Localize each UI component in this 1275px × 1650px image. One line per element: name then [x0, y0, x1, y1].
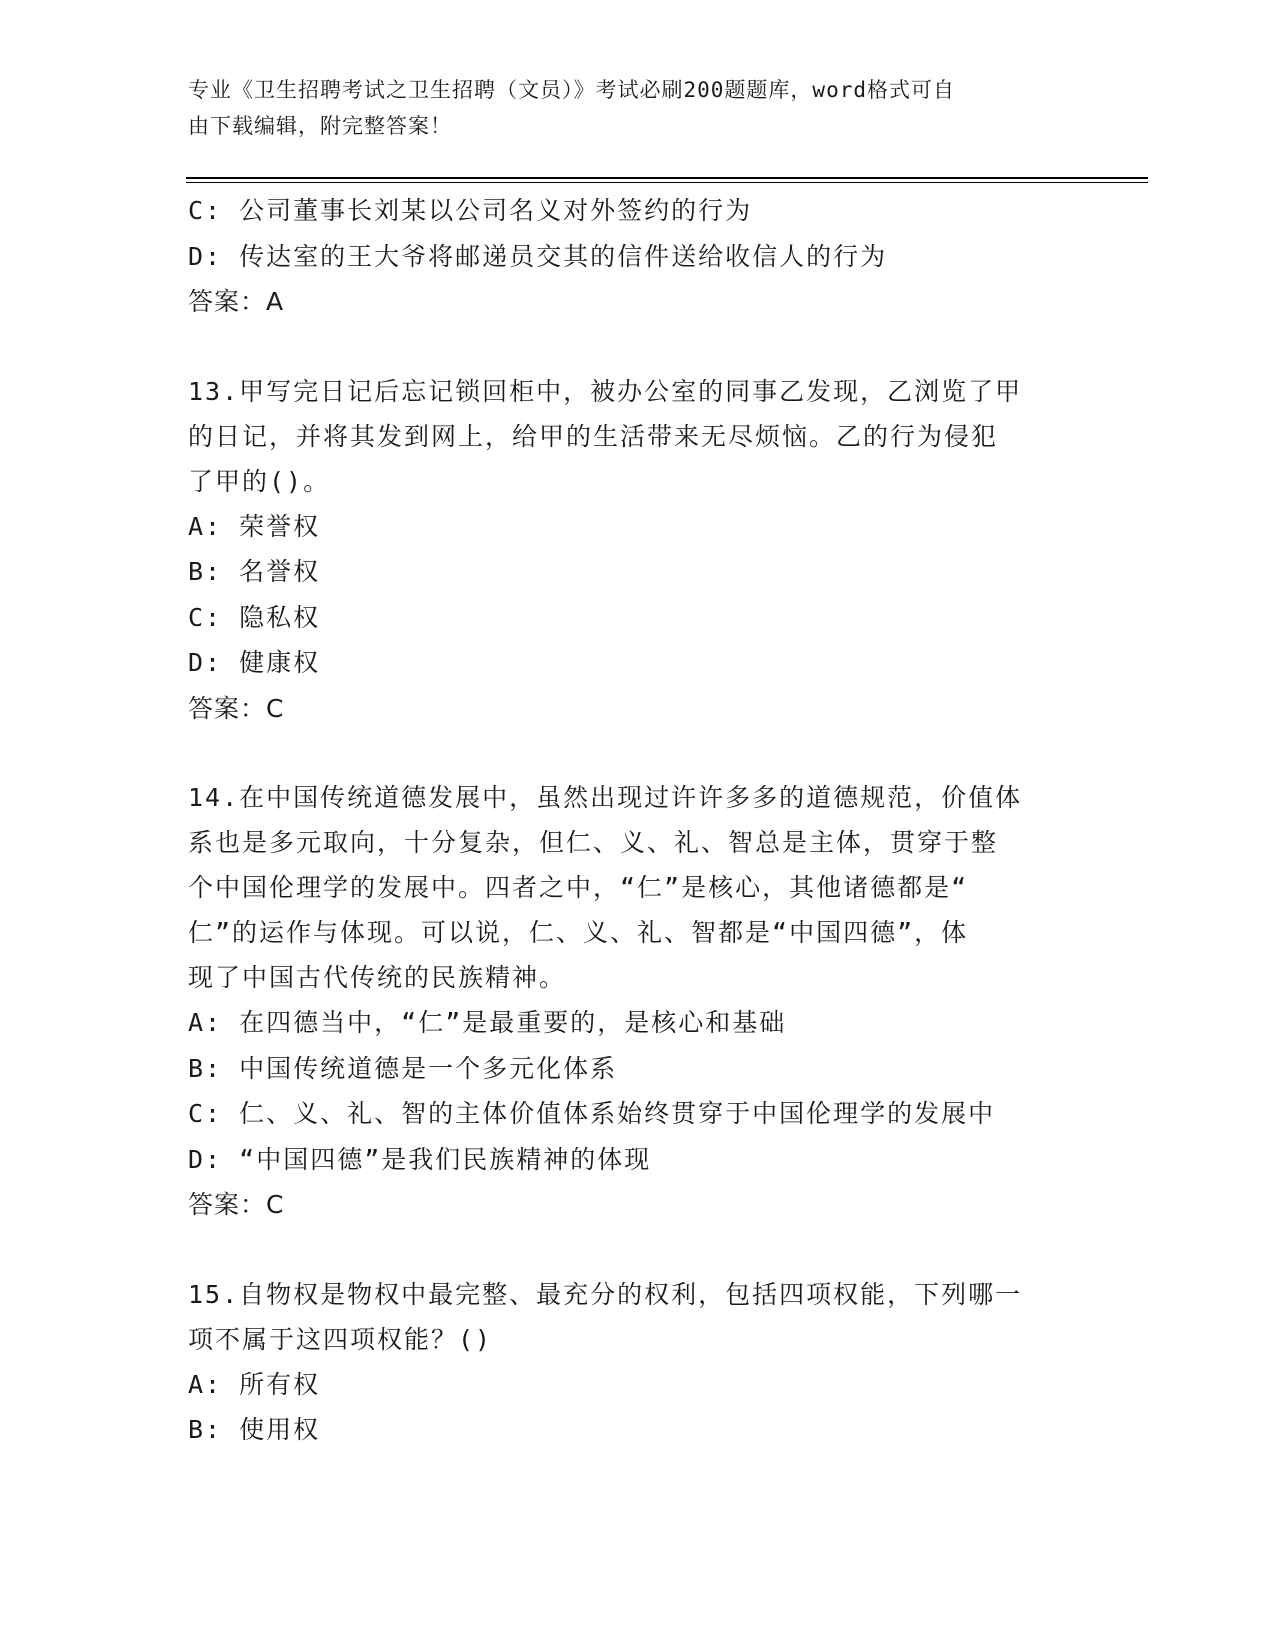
option-a: A: 所有权 [188, 1369, 321, 1399]
option-d: D: 健康权 [188, 648, 321, 677]
question-text [188, 775, 1088, 1000]
option-b: B: 名誉权 [188, 557, 321, 586]
question-line: 15.自物权是物权中最完整、最充分的权利，包括四项权能，下列哪一 [188, 1279, 1023, 1309]
answer: 答案：A [188, 287, 285, 316]
header-line: 专业《卫生招聘考试之卫生招聘（文员）》考试必刷200题题库，word格式可自 [188, 78, 955, 102]
question-line: 项不属于这四项权能？() [188, 1324, 493, 1354]
header-divider-thin [186, 182, 1148, 183]
question-line: 13.甲写完日记后忘记锁回柜中，被办公室的同事乙发现，乙浏览了甲 [188, 376, 1023, 406]
question-line: 的日记，并将其发到网上，给甲的生活带来无尽烦恼。乙的行为侵犯 [188, 421, 999, 451]
option-c: C: 仁、义、礼、智的主体价值体系始终贯穿于中国伦理学的发展中 [188, 1099, 996, 1128]
question-list [188, 188, 1088, 1453]
question-14 [188, 775, 1088, 1228]
question-line: 个中国伦理学的发展中。四者之中，“仁”是核心，其他诸德都是“ [188, 873, 969, 902]
header-line: 由下载编辑，附完整答案！ [188, 114, 452, 138]
question-line: 仁”的运作与体现。可以说，仁、义、礼、智都是“中国四德”，体 [188, 918, 969, 947]
answer: 答案：C [188, 1190, 285, 1219]
option-a: A: 在四德当中，“仁”是最重要的，是核心和基础 [188, 1008, 787, 1037]
question-line: 现了中国古代传统的民族精神。 [188, 963, 567, 992]
option-d: D: 传达室的王大爷将邮递员交其的信件送给收信人的行为 [188, 241, 888, 271]
question-line: 系也是多元取向，十分复杂，但仁、义、礼、智总是主体，贯穿于整 [188, 828, 999, 857]
question-line: 14.在中国传统道德发展中，虽然出现过许许多多的道德规范，价值体 [188, 783, 1023, 812]
question-13 [188, 369, 1088, 732]
question-line: 了甲的()。 [188, 466, 331, 496]
question-text [188, 369, 1088, 504]
option-b: B: 使用权 [188, 1415, 321, 1444]
question-text [188, 1272, 1088, 1362]
header-divider [186, 177, 1148, 179]
document-header [188, 72, 1068, 144]
option-a: A: 荣誉权 [188, 511, 321, 541]
option-c: C: 隐私权 [188, 602, 321, 632]
option-d: D: “中国四德”是我们民族精神的体现 [188, 1144, 652, 1174]
question-12-tail [188, 188, 1088, 325]
question-15 [188, 1272, 1088, 1453]
answer: 答案：C [188, 693, 285, 723]
option-c: C: 公司董事长刘某以公司名义对外签约的行为 [188, 196, 753, 225]
option-b: B: 中国传统道德是一个多元化体系 [188, 1053, 618, 1083]
